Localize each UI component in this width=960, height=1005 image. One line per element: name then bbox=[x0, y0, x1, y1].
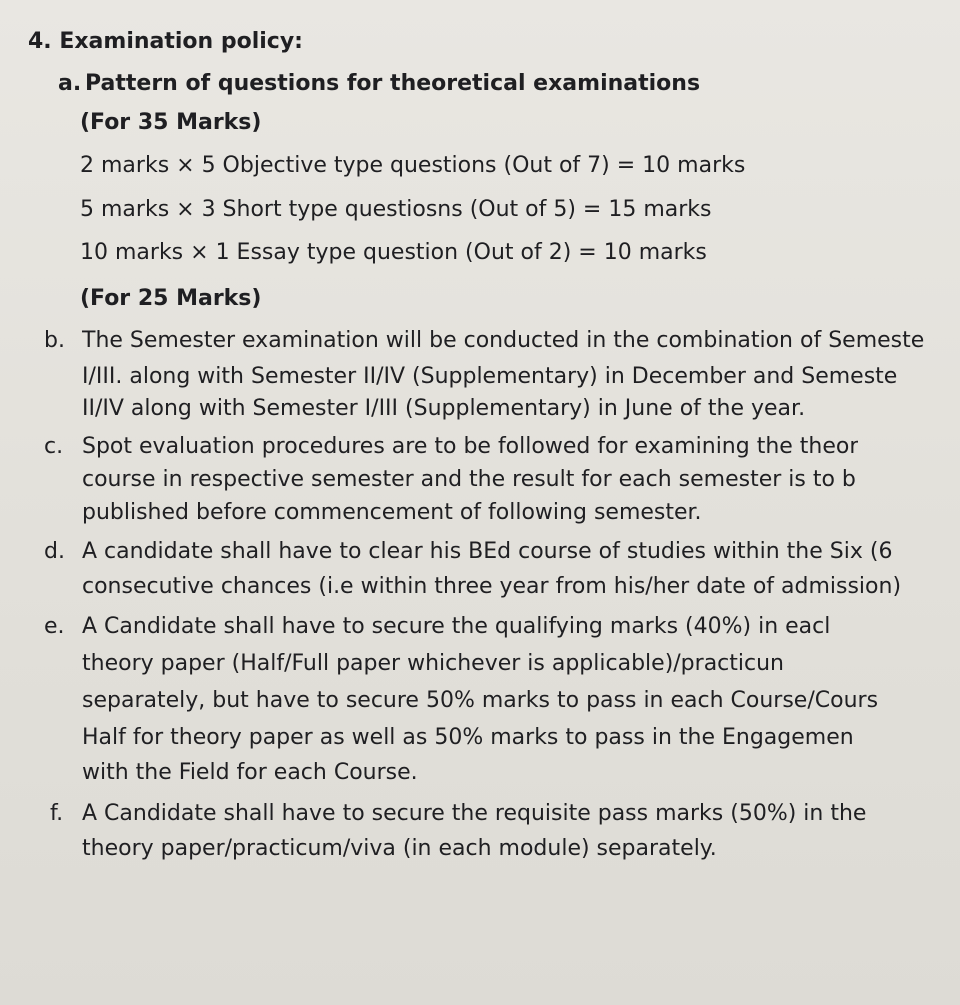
item-d-line-1: A candidate shall have to clear his BEd course of studies within the Six (6 bbox=[82, 539, 893, 564]
marks-row-objective: 2 marks × 5 Objective type questions (Out of 7) = 10 marks bbox=[80, 153, 746, 178]
item-c-line-2: course in respective semester and the result for each semester is to b bbox=[82, 467, 856, 492]
item-a-title: Pattern of questions for theoretical examinations bbox=[85, 71, 701, 96]
item-b-marker: b. bbox=[44, 328, 65, 353]
marks-row-essay: 10 marks × 1 Essay type question (Out of 2) = 10 marks bbox=[80, 240, 707, 265]
item-f-line-1: A Candidate shall have to secure the requisite pass marks (50%) in the bbox=[82, 801, 867, 826]
item-e-line-4: Half for theory paper as well as 50% marks to pass in the Engagemen bbox=[82, 725, 854, 750]
item-d-marker: d. bbox=[44, 539, 65, 564]
item-d-line-2: consecutive chances (i.e within three year from his/her date of admission) bbox=[82, 574, 902, 599]
item-e-line-1: A Candidate shall have to secure the qualifying marks (40%) in eacl bbox=[82, 614, 831, 639]
item-c-line-1: Spot evaluation procedures are to be followed for examining the theor bbox=[82, 434, 859, 459]
item-b-line-2: I/III. along with Semester II/IV (Supplementary) in December and Semeste bbox=[82, 364, 898, 389]
item-e-marker: e. bbox=[44, 614, 65, 639]
item-e-line-2: theory paper (Half/Full paper whichever is applicable)/practicun bbox=[82, 651, 784, 676]
section-heading: 4. Examination policy: bbox=[28, 29, 303, 54]
item-e-line-3: separately, but have to secure 50% marks to pass in each Course/Cours bbox=[82, 688, 879, 713]
item-f-line-2: theory paper/practicum/viva (in each module) separately. bbox=[82, 836, 717, 861]
item-a-marker: a. bbox=[58, 71, 82, 96]
item-b-line-3: II/IV along with Semester I/III (Supplementary) in June of the year. bbox=[82, 396, 806, 421]
item-b-line-1: The Semester examination will be conducted in the combination of Semeste bbox=[82, 328, 925, 353]
marks-row-short: 5 marks × 3 Short type questiosns (Out of 5) = 15 marks bbox=[80, 197, 712, 222]
item-f-marker: f. bbox=[50, 801, 64, 826]
item-e-line-5: with the Field for each Course. bbox=[82, 760, 418, 785]
item-c-marker: c. bbox=[44, 434, 64, 459]
item-a-subheading-25: (For 25 Marks) bbox=[80, 286, 262, 311]
item-a-subheading-35: (For 35 Marks) bbox=[80, 110, 262, 135]
item-c-line-3: published before commencement of following semester. bbox=[82, 500, 702, 525]
